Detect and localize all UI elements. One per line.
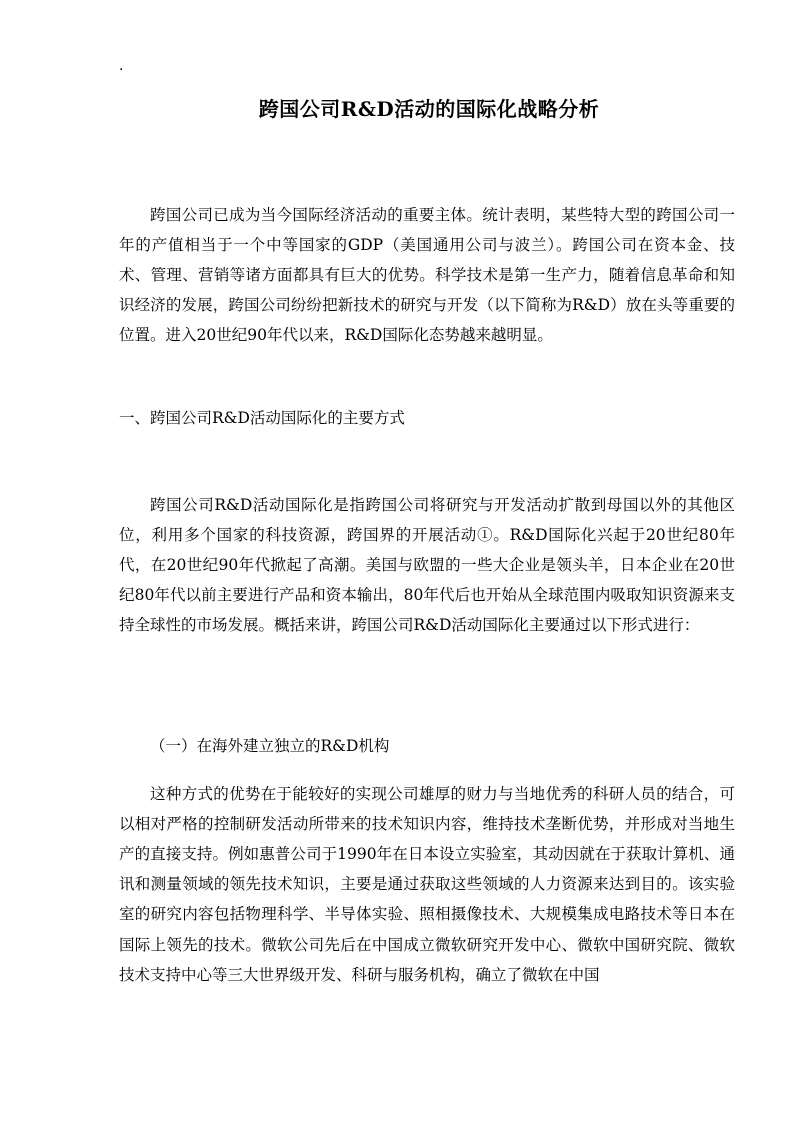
paragraph-intro: 跨国公司已成为当今国际经济活动的重要主体。统计表明，某些特大型的跨国公司一年的产值相当于一个中等国家的GDP（美国通用公司与波兰）。跨国公司在资本金、技术、管理、营销等诸方面都具有巨大的优势。科学技术是第一生产力，随着信息革命和知识经济的发展，跨国公司纷纷把新技术的研究与开发（以下简称为R&D）放在头等重要的位置。进入20世纪90年代以来，R&D国际化态势越来越明显。 [119,205,735,345]
section-heading: 一、跨国公司R&D活动国际化的主要方式 [119,409,405,427]
paragraph-definition: 跨国公司R&D活动国际化是指跨国公司将研究与开发活动扩散到母国以外的其他区位，利用多个国家的科技资源，跨国界的开展活动①。R&D国际化兴起于20世纪80年代，在20世纪90年代掀起了高潮。美国与欧盟的一些大企业是领头羊，日本企业在20世纪80年代以前主要进行产品和资本输出，80年代后也开始从全球范围内吸取知识资源来支持全球性的市场发展。概括来讲，跨国公司R&D活动国际化主要通过以下形式进行： [119,495,735,635]
document-title: 跨国公司R&D活动的国际化战略分析 [258,97,600,121]
subsection-heading: （一）在海外建立独立的R&D机构 [150,737,390,755]
paragraph-overseas-rd: 这种方式的优势在于能较好的实现公司雄厚的财力与当地优秀的科研人员的结合，可以相对严格的控制研发活动所带来的技术知识内容，维持技术垄断优势，并形成对当地生产的直接支持。例如惠普公司于1990年在日本设立实验室，其动因就在于获取计算机、通讯和测量领域的领先技术知识，主要是通过获取这些领域的人力资源来达到目的。该实验室的研究内容包括物理科学、半导体实验、照相摄像技术、大规模集成电路技术等日本在国际上领先的技术。微软公司先后在中国成立微软研究开发中心、微软中国研究院、微软技术支持中心等三大世界级开发、科研与服务机构，确立了微软在中国 [119,784,735,984]
corner-mark: . [119,58,124,74]
